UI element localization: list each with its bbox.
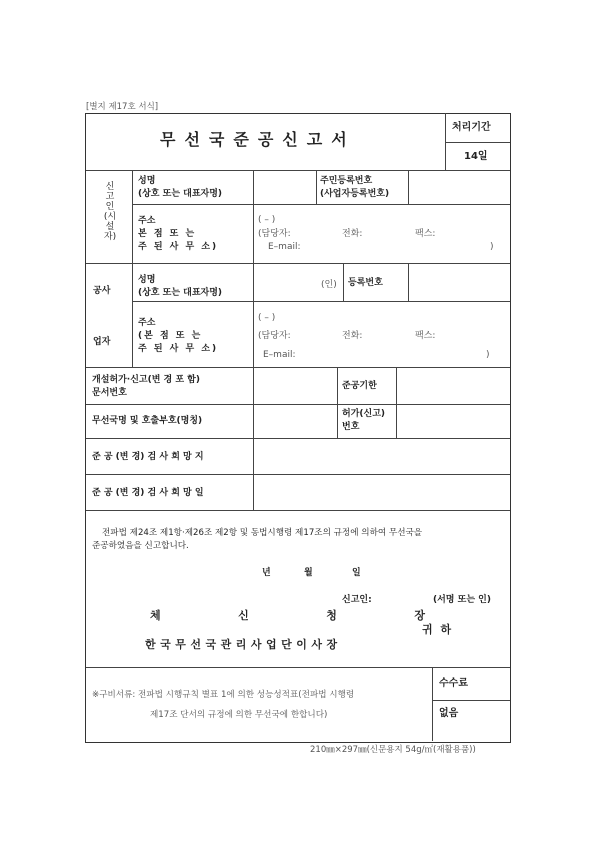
reporter-id-sublabel: (사업자등록번호)	[320, 189, 390, 199]
inspection-date-label: 준 공 (변 경) 검 사 희 망 일	[92, 488, 204, 498]
contractor-name-label: 성명	[138, 275, 156, 285]
processing-period-value: 14일	[464, 151, 488, 162]
signer-suffix: (서명 또는 인)	[433, 595, 491, 605]
contractor-registration-field[interactable]	[410, 265, 508, 299]
reporter-contact-label: (담당자:	[258, 229, 291, 239]
processing-period-label: 처리기간	[452, 122, 491, 133]
date-day-label: 일	[352, 568, 361, 578]
inspection-place-field[interactable]	[255, 440, 507, 472]
contractor-postcode: ( – )	[258, 313, 276, 323]
fee-label: 수수료	[439, 678, 468, 689]
contractor-email-label: E–mail:	[263, 350, 296, 360]
completion-deadline-label: 준공기한	[342, 381, 377, 391]
recipient-title-1: 체 신 청 장	[150, 609, 425, 622]
contractor-address-close: )	[486, 350, 490, 360]
reporter-section-label: 신고인(시설자)	[103, 182, 117, 242]
recipient-title-2: 한국무선국관리사업단이사장	[145, 638, 342, 651]
contractor-section-label-top: 공사	[93, 286, 111, 296]
permit-number-field[interactable]	[398, 406, 508, 436]
reporter-name-label: 성명	[138, 176, 156, 186]
reporter-postcode: ( – )	[258, 215, 276, 225]
reporter-address-label: 주소	[138, 216, 156, 226]
reporter-id-label: 주민등록번호	[320, 176, 373, 186]
permit-doc-sublabel: 문서번호	[92, 388, 127, 398]
reporter-address-sublabel-2: 주 된 사 무 소)	[138, 242, 219, 252]
permit-number-sublabel: 번호	[342, 422, 360, 432]
fee-value: 없음	[439, 708, 459, 719]
contractor-name-field[interactable]	[255, 265, 315, 299]
report-date-field[interactable]	[200, 563, 370, 581]
form-number-label: [별지 제17호 서식]	[86, 102, 159, 112]
reporter-address-close: )	[490, 242, 494, 252]
permit-doc-label: 개설허가·신고(변 경 포 함)	[92, 375, 200, 385]
signer-field[interactable]	[376, 591, 428, 607]
completion-deadline-field[interactable]	[398, 369, 508, 402]
date-month-label: 월	[304, 568, 313, 578]
reporter-email-label: E–mail:	[268, 242, 301, 252]
paper-spec-footer: 210㎜×297㎜(신문용지 54g/㎡(재활용품))	[310, 745, 476, 755]
required-documents-line-2: 제17조 단서의 규정에 의한 무선국에 한합니다)	[150, 710, 328, 720]
form-title: 무선국준공신고서	[160, 130, 356, 149]
reporter-fax-label: 팩스:	[415, 229, 436, 239]
contractor-address-field[interactable]	[255, 303, 507, 365]
reporter-phone-label: 전화:	[342, 229, 363, 239]
reporter-id-field[interactable]	[410, 172, 508, 202]
station-name-label: 무선국명 및 호출부호(명칭)	[92, 416, 203, 426]
inspection-date-field[interactable]	[255, 476, 507, 508]
contractor-address-sublabel-2: 주 된 사 무 소)	[138, 344, 219, 354]
recipient-honorific: 귀 하	[422, 623, 452, 636]
declaration-text-line-2: 준공하였음을 신고합니다.	[92, 541, 189, 551]
date-year-label: 년	[262, 568, 271, 578]
contractor-section-label-bottom: 업자	[93, 337, 111, 347]
contractor-address-label: 주소	[138, 318, 156, 328]
reporter-address-sublabel-1: 본 점 또 는	[138, 229, 197, 239]
station-name-field[interactable]	[255, 406, 335, 436]
contractor-registration-label: 등록번호	[348, 278, 383, 288]
reporter-name-field[interactable]	[255, 172, 315, 202]
contractor-fax-label: 팩스:	[415, 331, 436, 341]
contractor-name-sublabel: (상호 또는 대표자명)	[138, 288, 223, 298]
contractor-contact-label: (담당자:	[258, 331, 291, 341]
permit-number-label: 허가(신고)	[342, 409, 386, 419]
declaration-text-line-1: 전파법 제24조 제1항·제26조 제2항 및 동법시행령 제17조의 규정에 의하여 무선국을	[102, 528, 423, 538]
required-documents-line-1: ※구비서류: 전파법 시행규칙 별표 1에 의한 성능성적표(전파법 시행령	[92, 690, 355, 700]
inspection-place-label: 준 공 (변 경) 검 사 희 망 지	[92, 452, 204, 462]
reporter-name-sublabel: (상호 또는 대표자명)	[138, 189, 223, 199]
signer-label: 신고인:	[342, 595, 372, 605]
contractor-seal-mark: (인)	[321, 280, 337, 290]
contractor-address-sublabel-1: (본 점 또 는	[138, 331, 203, 341]
contractor-phone-label: 전화:	[342, 331, 363, 341]
reporter-address-field[interactable]	[255, 206, 507, 261]
permit-doc-number-field[interactable]	[255, 369, 335, 402]
